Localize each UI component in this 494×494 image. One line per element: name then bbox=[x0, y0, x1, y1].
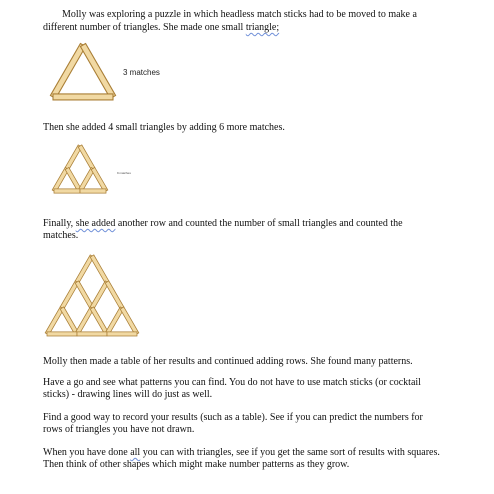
paragraph-3-line-1 bbox=[43, 218, 403, 230]
figure-3-matchstick-1 bbox=[90, 255, 109, 283]
paragraph-5-line-2: sticks) - drawing lines will do just as well. bbox=[43, 389, 213, 400]
figure-3-matchstick-12 bbox=[47, 332, 77, 336]
figure-3-matchstick-13 bbox=[77, 332, 107, 336]
paragraph-7-line-2: Then think of other shapes which might make number patterns as they grow. bbox=[43, 459, 350, 470]
figure-2-matchstick-7 bbox=[80, 189, 106, 193]
intro-line-2-text: different number of triangles. She made one small bbox=[43, 22, 246, 33]
figure-1-matchstick-0 bbox=[50, 44, 85, 99]
paragraph-2: Then she added 4 small triangles by adding 6 more matches. bbox=[43, 122, 285, 133]
figure-3-matchstick-5 bbox=[105, 281, 124, 309]
figure-1-label: 3 matches bbox=[123, 68, 160, 77]
figure-3-matchstick-11 bbox=[120, 307, 139, 335]
paragraph-3-flagged: she added bbox=[75, 218, 116, 229]
paragraph-7-a: When you have done bbox=[43, 447, 131, 458]
figure-1-matchstick-1 bbox=[80, 44, 115, 99]
intro-line-1: Molly was exploring a puzzle in which headless match sticks had to be moved to make a bbox=[62, 9, 417, 20]
figure-2-matchstick-5 bbox=[91, 167, 108, 192]
figure-2-matchstick-1 bbox=[78, 145, 95, 170]
paragraph-6-line-1: Find a good way to record your results (such as a table). See if you can predict the numbers for bbox=[43, 412, 423, 423]
figure-1-matchstick-2 bbox=[53, 94, 113, 100]
figure-2-label: 9 matches bbox=[117, 171, 131, 175]
paragraph-3-a: Finally, bbox=[43, 218, 76, 229]
paragraph-7-c: you can with triangles, see if you get the same sort of results with squares. bbox=[140, 447, 440, 458]
paragraph-7-flagged: all bbox=[130, 447, 141, 458]
figure-2-matchstick-6 bbox=[54, 189, 80, 193]
figure-3-matchstick-14 bbox=[107, 332, 137, 336]
paragraph-3-c: another row and counted the number of small triangles and counted the bbox=[115, 218, 403, 229]
paragraph-5-line-1: Have a go and see what patterns you can find. You do not have to use match sticks (or cocktail bbox=[43, 377, 421, 388]
paragraph-7-line-1 bbox=[43, 447, 440, 459]
intro-line-2-flagged: triangle; bbox=[245, 22, 280, 33]
paragraph-6-line-2: rows of triangles you have not drawn. bbox=[43, 424, 195, 435]
paragraph-3-line-2: matches. bbox=[43, 230, 79, 241]
paragraph-4: Molly then made a table of her results and continued adding rows. She found many patterns. bbox=[43, 356, 413, 367]
